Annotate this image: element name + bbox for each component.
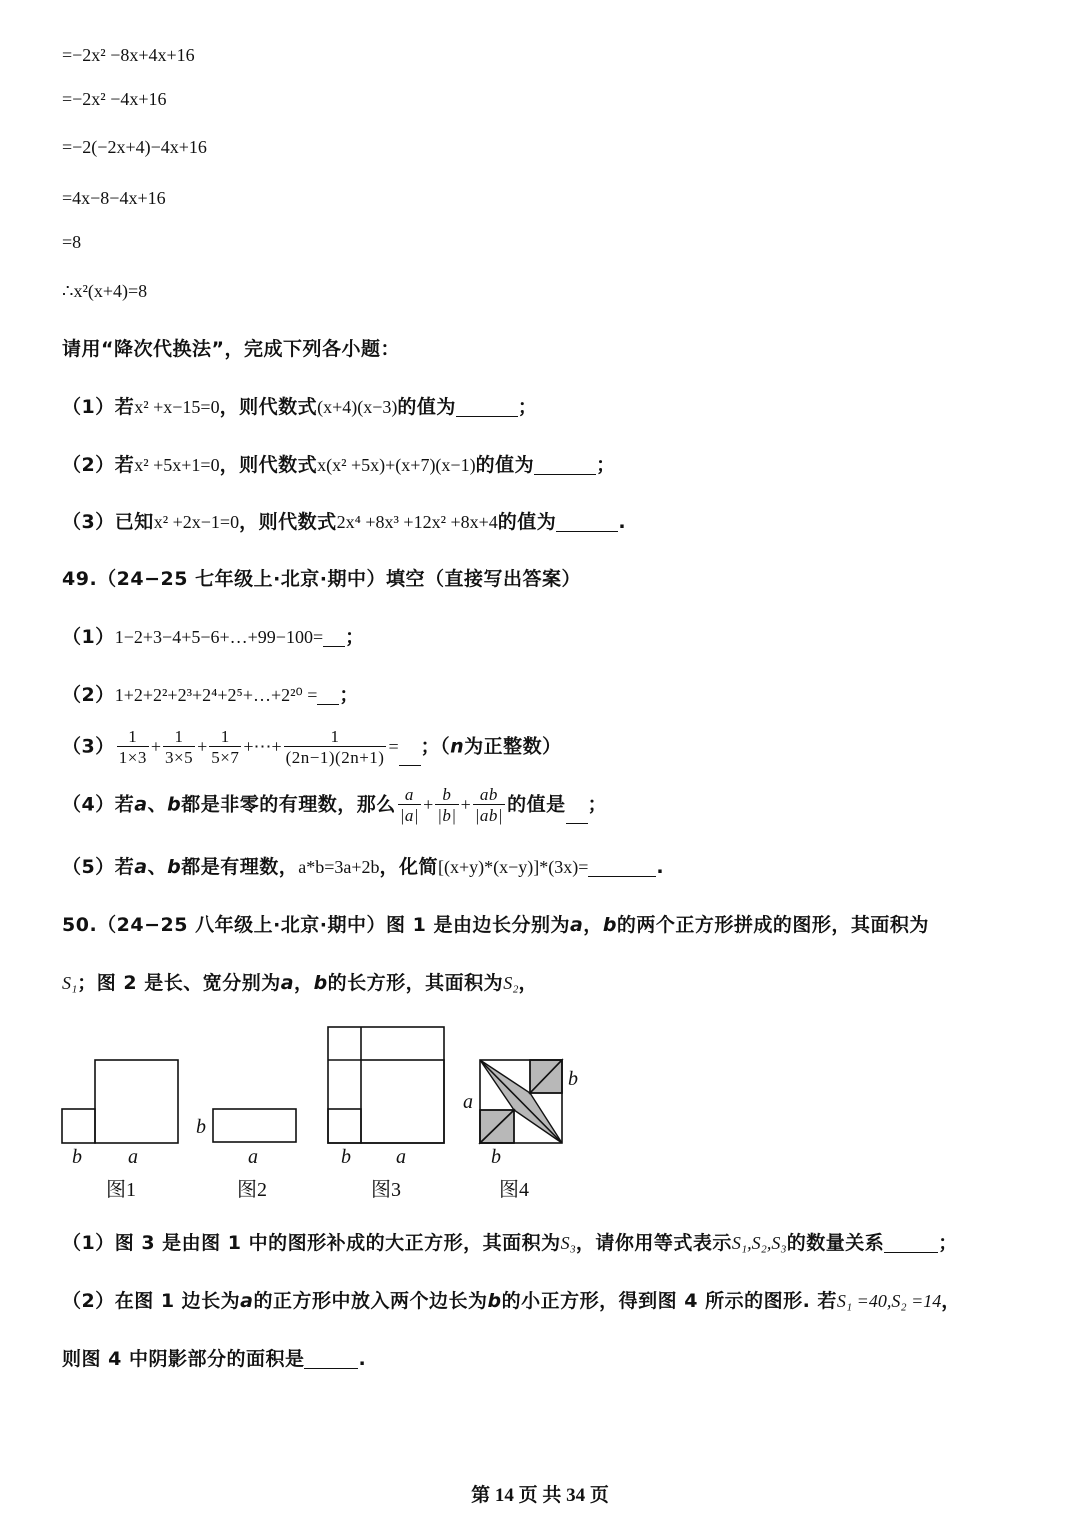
derivation-line-4: =4x−8−4x+16 bbox=[62, 188, 166, 208]
rectangle bbox=[213, 1109, 296, 1142]
q50-title-line-2: S₁；图 2 是长、宽分别为a，b的长方形，其面积为S₂， bbox=[62, 972, 538, 994]
figure-4-shapes bbox=[480, 1060, 562, 1143]
part-label: （4）若 bbox=[62, 793, 135, 816]
part-label: （5）若 bbox=[62, 856, 135, 878]
answer-blank[interactable] bbox=[304, 1350, 358, 1369]
series-expr: 1−2+3−4+5−6+…+99−100= bbox=[114, 627, 324, 647]
derivation-line-5: =8 bbox=[62, 232, 82, 252]
small-square bbox=[328, 1109, 361, 1143]
part-end: ； bbox=[339, 684, 359, 706]
figure-3-shapes bbox=[328, 1027, 444, 1143]
derivation-line-2: =−2x² −4x+16 bbox=[62, 89, 167, 109]
fig1-label-a: a bbox=[128, 1146, 138, 1168]
part-text: 的值为 bbox=[397, 396, 456, 418]
target-expr: (x+4)(x−3) bbox=[317, 397, 398, 417]
part-label: （3） bbox=[62, 735, 115, 758]
fraction: $\frac{a}{|a|}$ bbox=[399, 785, 420, 825]
part-text: ，则代数式 bbox=[219, 454, 318, 476]
fig2-label-b: b bbox=[196, 1116, 206, 1138]
condition-expr: x² +x−15=0 bbox=[134, 397, 220, 417]
fraction: $\frac{1}{(2n-1)(2n+1)}$ bbox=[285, 727, 385, 767]
part-label: （1） bbox=[62, 626, 115, 648]
fig3-label-b: b bbox=[341, 1146, 351, 1168]
fig4-caption: 图4 bbox=[499, 1179, 529, 1201]
q50-title-line-1: 50.（24−25 八年级上·北京·期中）图 1 是由边长分别为a，b的两个正方形拼成的图形，其面积为 bbox=[62, 914, 929, 936]
big-square bbox=[328, 1027, 444, 1143]
instruction-text: 请用“降次代换法”，完成下列各小题： bbox=[62, 338, 400, 360]
fig4-label-a: a bbox=[463, 1091, 473, 1113]
fig1-caption: 图1 bbox=[106, 1179, 136, 1201]
condition-expr: x² +5x+1=0 bbox=[134, 455, 220, 475]
figure-2-shapes bbox=[213, 1109, 296, 1142]
part-label: （2）若 bbox=[62, 454, 135, 476]
fraction: $\frac{b}{|b|}$ bbox=[437, 785, 457, 825]
fig4-label-b-bottom: b bbox=[491, 1146, 501, 1168]
part-text: ，则代数式 bbox=[239, 511, 337, 533]
large-square bbox=[361, 1060, 444, 1143]
answer-blank[interactable] bbox=[884, 1234, 938, 1253]
derivation-line-1: =−2x² −8x+4x+16 bbox=[62, 45, 195, 65]
target-expr: 2x⁴ +8x³ +12x² +8x+4 bbox=[336, 512, 498, 532]
part-text: 的值为 bbox=[497, 511, 557, 533]
small-square bbox=[62, 1109, 95, 1143]
figure-1-shapes bbox=[62, 1060, 178, 1143]
large-square bbox=[95, 1060, 178, 1143]
q49-part-4: （4）若a、b都是非零的有理数，那么 $\frac{a}{|a|}$ + $\frac{b}{|b|}$ + $\frac{ab}{|ab|}$ 的值是 ； bbox=[62, 785, 608, 825]
part-label: （2） bbox=[62, 684, 115, 706]
derivation-line-6: ∴x²(x+4)=8 bbox=[62, 281, 148, 301]
fig2-caption: 图2 bbox=[237, 1179, 267, 1201]
q50-part-2: （2）在图 1 边长为a的正方形中放入两个边长为b的小正方形，得到图 4 所示的图形. 若S₁ =40,S₂ =14， bbox=[62, 1290, 961, 1312]
fraction: $\frac{1}{1\times 3}$ bbox=[118, 727, 147, 767]
fraction: $\frac{1}{5\times 7}$ bbox=[211, 727, 240, 767]
part-text: ，则代数式 bbox=[219, 396, 318, 418]
part-end: ； bbox=[596, 454, 616, 476]
page-footer: 第 14 页 共 34 页 bbox=[471, 1485, 609, 1506]
series-expr: 1+2+2²+2³+2⁴+2⁵+…+2²⁰ = bbox=[114, 685, 318, 705]
part-label: （3）已知 bbox=[62, 511, 154, 533]
q50-part-2-continued: 则图 4 中阴影部分的面积是 . bbox=[62, 1348, 367, 1370]
fig3-caption: 图3 bbox=[371, 1179, 401, 1201]
fraction: $\frac{ab}{|ab|}$ bbox=[474, 785, 504, 825]
condition-expr: x² +2x−1=0 bbox=[153, 512, 240, 532]
target-expr: x(x² +5x)+(x+7)(x−1) bbox=[317, 455, 476, 475]
operation-definition: a*b=3a+2b bbox=[298, 857, 380, 877]
q49-title: 49.（24−25 七年级上·北京·期中）填空（直接写出答案） bbox=[62, 568, 582, 590]
part-label: （1）若 bbox=[62, 396, 135, 418]
part-end: . bbox=[618, 511, 627, 533]
derivation-line-3: =−2(−2x+4)−4x+16 bbox=[62, 137, 207, 157]
part-end: ； bbox=[345, 626, 365, 648]
fig4-label-b-right: b bbox=[568, 1068, 578, 1090]
fig3-label-a: a bbox=[396, 1146, 406, 1168]
fig1-label-b: b bbox=[72, 1146, 82, 1168]
part-text: 的值为 bbox=[475, 454, 535, 476]
part-end: ； bbox=[517, 396, 538, 418]
fig2-label-a: a bbox=[248, 1146, 258, 1168]
q49-part-3: （3） $\frac{1}{1\times 3}$ + $\frac{1}{3\times 5}$ + $\frac{1}{5\times 7}$ +⋯+ $\frac{1}{(2n-1)(2n+1)}$ = ；（n为正整数） bbox=[62, 727, 562, 767]
fraction: $\frac{1}{3\times 5}$ bbox=[164, 727, 194, 767]
q50-part-1: （1）图 3 是由图 1 中的图形补成的大正方形，其面积为S₃，请你用等式表示S₁,S₂,S₃的数量关系 ； bbox=[62, 1232, 958, 1254]
q49-part-5: （5）若a、b都是有理数，a*b=3a+2b，化简[(x+y)*(x−y)]*(3x)= . bbox=[62, 856, 665, 878]
simplify-expr: [(x+y)*(x−y)]*(3x)= bbox=[438, 857, 589, 877]
